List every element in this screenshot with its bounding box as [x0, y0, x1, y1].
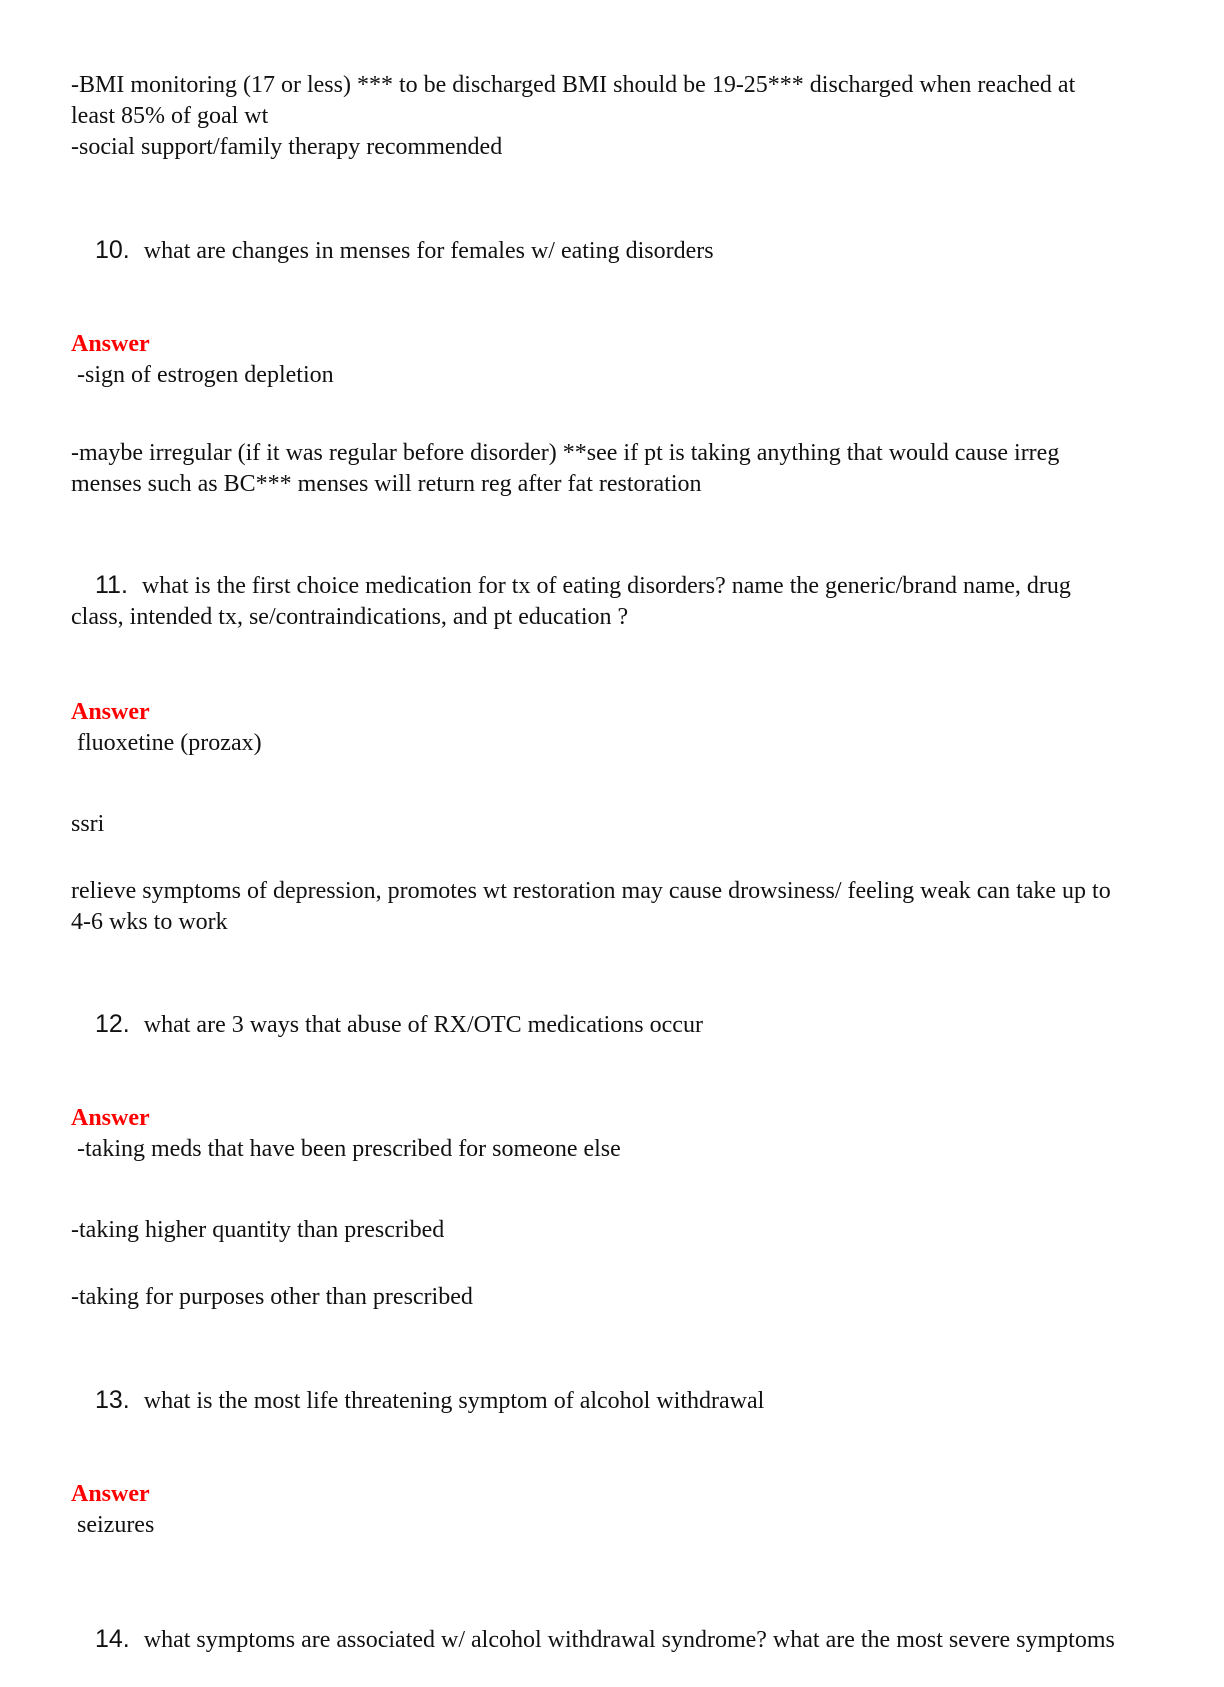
answer-label: Answer: [71, 699, 150, 725]
answer-line: -taking for purposes other than prescribed: [71, 1284, 473, 1310]
answer-line: seizures: [71, 1512, 155, 1538]
question-number: 10.: [95, 236, 130, 264]
question-text: what is the most life threatening symptom of alcohol withdrawal: [143, 1388, 765, 1414]
question-11: [71, 539, 1077, 664]
question-number: 13.: [95, 1386, 130, 1414]
answer-line: relieve symptoms of depression, promotes wt restoration may cause drowsiness/ feeling weak can take up to 4-6 wks to work: [71, 878, 1117, 935]
question-text: what is the first choice medication for tx of eating disorders? name the generic/brand name, drug class, intended tx, se/contraindications, and pt education ?: [71, 573, 1077, 630]
question-10: [71, 204, 1141, 298]
answer-line: -taking meds that have been prescribed for someone else: [71, 1136, 621, 1162]
answer-label: Answer: [71, 1481, 150, 1507]
question-13: [71, 1354, 1141, 1448]
answer-line: -maybe irregular (if it was regular before disorder) **see if pt is taking anything that would cause irreg menses such as BC*** menses will return reg after fat restoration: [71, 440, 1066, 497]
answer-label: Answer: [71, 331, 150, 357]
question-text: what are 3 ways that abuse of RX/OTC medications occur: [143, 1012, 703, 1038]
question-number: 11.: [95, 571, 128, 599]
intro-line: -BMI monitoring (17 or less) *** to be discharged BMI should be 19-25*** discharged when reached at least 85% of goal wt: [71, 72, 1082, 129]
question-number: 14.: [95, 1625, 130, 1653]
document-page: [71, 70, 1141, 1687]
answer-line: -taking higher quantity than prescribed: [71, 1217, 445, 1243]
answer-label: Answer: [71, 1105, 150, 1131]
intro-line: -social support/family therapy recommended: [71, 134, 503, 160]
answer-line: fluoxetine (prozax): [71, 730, 262, 756]
question-text: what symptoms are associated w/ alcohol withdrawal syndrome? what are the most severe symptoms: [143, 1627, 1115, 1653]
question-12: [71, 978, 1141, 1072]
question-14: [71, 1593, 1121, 1687]
answer-line: ssri: [71, 811, 105, 837]
question-text: what are changes in menses for females w/ eating disorders: [143, 238, 714, 264]
answer-line: -sign of estrogen depletion: [71, 362, 334, 388]
question-number: 12.: [95, 1010, 130, 1038]
